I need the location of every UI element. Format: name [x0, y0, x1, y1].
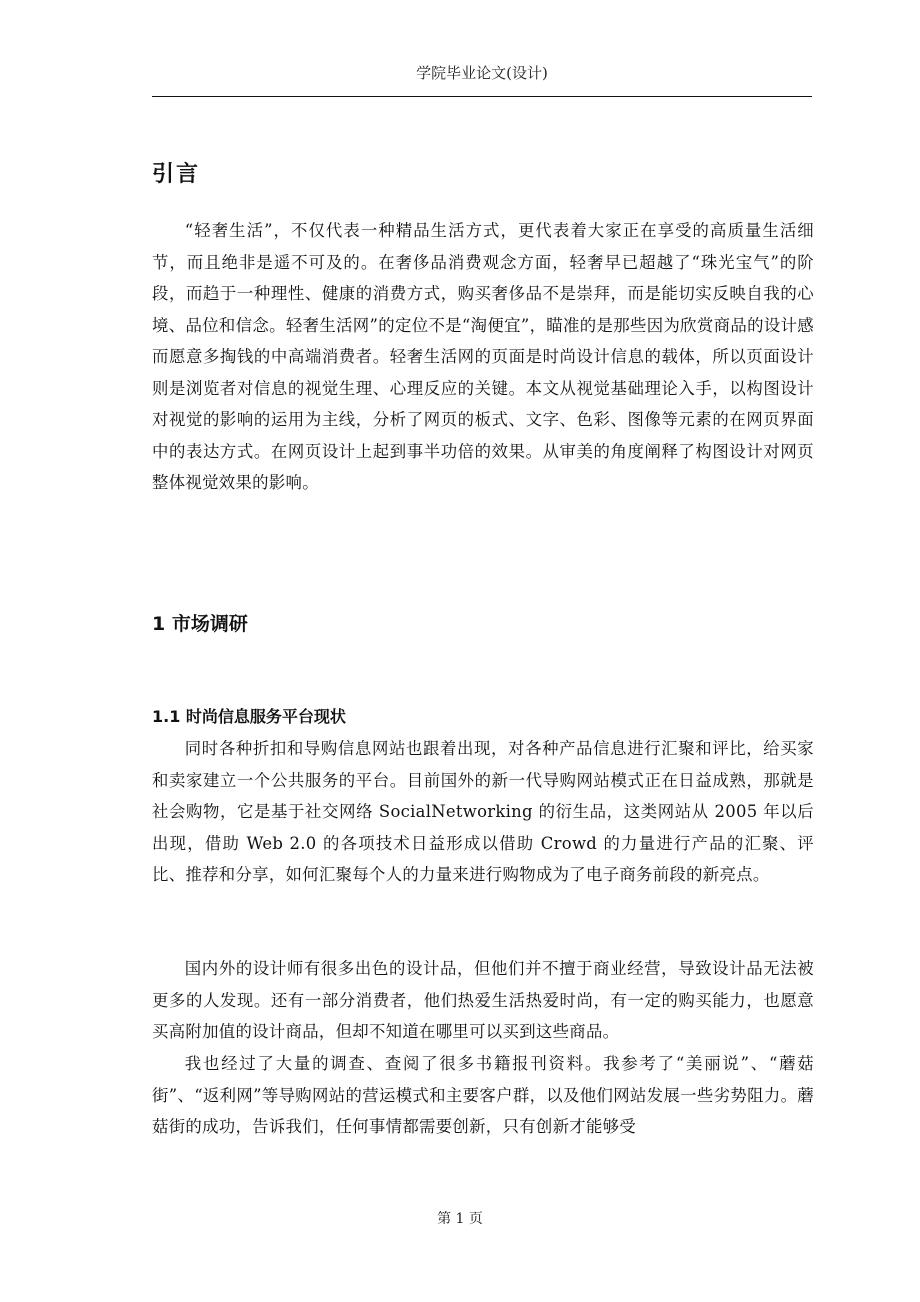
body-paragraph: 我也经过了大量的调查、查阅了很多书籍报刊资料。我参考了“美丽说”、“蘑菇街”、“返利网”等导购网站的营运模式和主要客户群，以及他们网站发展一些劣势阻力。蘑菇街的成功，告诉我们，任何事情都需要创新，只有创新才能够受 [152, 1054, 814, 1136]
body-paragraph: 国内外的设计师有很多出色的设计品，但他们并不擅于商业经营，导致设计品无法被更多的人发现。还有一部分消费者，他们热爱生活热爱时尚，有一定的购买能力，也愿意买高附加值的设计商品，但却不知道在哪里可以买到这些商品。 [152, 959, 814, 1041]
body-paragraph: 同时各种折扣和导购信息网站也跟着出现，对各种产品信息进行汇聚和评比，给买家和卖家建立一个公共服务的平台。目前国外的新一代导购网站模式正在日益成熟，那就是社会购物，它是基于社交网络 SocialNetworking 的衍生品，这类网站从 2005 年以后出现，借助 Web 2.0 的各项技术日益形成以借助 Crowd 的力量进行产品的汇聚、评比、推荐和分享，如何汇聚每个人的力量来进行购物成为了电子商务前段的新亮点。 [152, 739, 814, 884]
page-number: 第 1 页 [437, 1211, 483, 1227]
chapter-1-heading: 1 市场调研 [152, 613, 248, 635]
section-1-1-heading: 1.1 时尚信息服务平台现状 [152, 707, 346, 726]
header-divider [152, 96, 812, 97]
running-header: 学院毕业论文(设计) [416, 64, 548, 82]
intro-heading: 引言 [152, 162, 201, 187]
intro-paragraph: “轻奢生活”，不仅代表一种精品生活方式，更代表着大家正在享受的高质量生活细节，而且绝非是遥不可及的。在奢侈品消费观念方面，轻奢早已超越了“珠光宝气”的阶段，而趋于一种理性、健康的消费方式，购买奢侈品不是崇拜，而是能切实反映自我的心境、品位和信念。轻奢生活网”的定位不是“淘便宜”，瞄准的是那些因为欣赏商品的设计感而愿意多掏钱的中高端消费者。轻奢生活网的页面是时尚设计信息的载体，所以页面设计则是浏览者对信息的视觉生理、心理反应的关键。本文从视觉基础理论入手，以构图设计对视觉的影响的运用为主线，分析了网页的板式、文字、色彩、图像等元素的在网页界面中的表达方式。在网页设计上起到事半功倍的效果。从审美的角度阐释了构图设计对网页整体视觉效果的影响。 [152, 221, 814, 492]
